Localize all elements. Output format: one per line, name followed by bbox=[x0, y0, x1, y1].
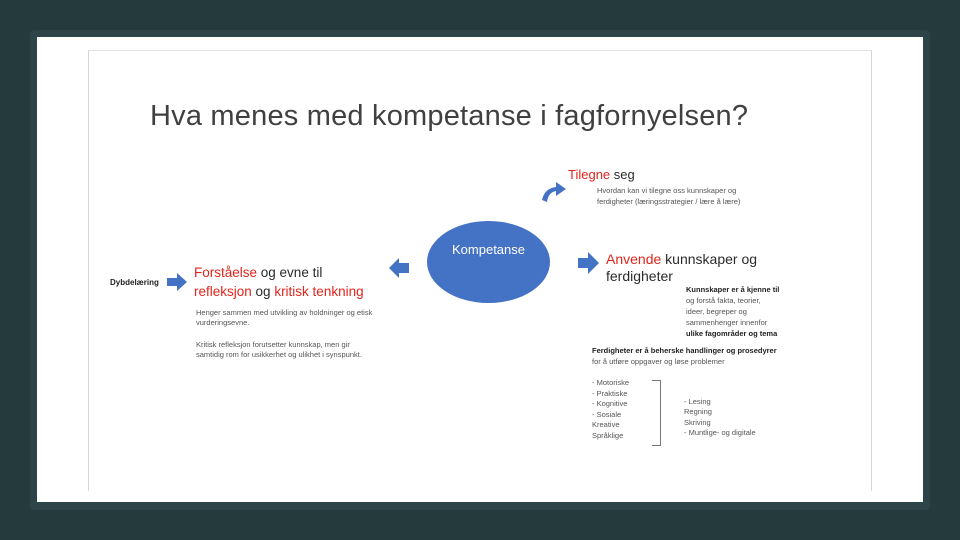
kunnskaper-2: og forstå fakta, teorier, bbox=[686, 296, 761, 305]
list-left-6: Språklige bbox=[592, 431, 624, 440]
tilegne-desc-2: ferdigheter (læringsstrategier / lære å lære) bbox=[597, 197, 741, 206]
arrow-right-icon bbox=[576, 251, 600, 275]
kompetanse-label: Kompetanse bbox=[452, 242, 525, 257]
tilegne-heading: Tilegne seg bbox=[568, 167, 635, 182]
kunnskaper-3: ideer, begreper og bbox=[686, 307, 747, 316]
list-right-2: Regning bbox=[684, 407, 712, 416]
slide-title: Hva menes med kompetanse i fagfornyelsen? bbox=[150, 100, 749, 132]
list-left-4: - Sosiale bbox=[592, 410, 622, 419]
anvende-heading: Anvende kunnskaper og bbox=[606, 251, 758, 267]
kunnskaper-4: sammenhenger innenfor bbox=[686, 318, 768, 327]
list-right-4: - Muntlige- og digitale bbox=[684, 428, 756, 437]
arrow-right-small-icon bbox=[166, 273, 188, 291]
forst-desc-1: Henger sammen med utvikling av holdninger og etisk bbox=[196, 308, 373, 317]
list-left-3: - Kognitive bbox=[592, 399, 628, 408]
forstaelse-heading-2: refleksjon og kritisk tenkning bbox=[194, 284, 364, 299]
dybdelaering-label: Dybdelæring bbox=[110, 278, 159, 287]
ferdigheter-2: for å utføre oppgaver og løse problemer bbox=[592, 357, 725, 366]
list-right-1: - Lesing bbox=[684, 397, 711, 406]
kunnskaper-5: ulike fagområder og tema bbox=[686, 329, 778, 338]
kompetanse-ellipse bbox=[427, 221, 550, 303]
ferdigheter-1: Ferdigheter er å beherske handlinger og prosedyrer bbox=[592, 346, 777, 355]
forst-desc-5: samtidig rom for usikkerhet og ulikhet i synspunkt. bbox=[196, 350, 362, 359]
list-left-1: - Motoriske bbox=[592, 378, 630, 387]
forstaelse-heading-1: Forståelse og evne til bbox=[194, 265, 323, 280]
arrow-up-right-icon bbox=[538, 178, 568, 208]
arrow-left-icon bbox=[388, 257, 410, 279]
forst-desc-2: vurderingsevne. bbox=[196, 318, 250, 327]
list-right-3: Skriving bbox=[684, 418, 711, 427]
tilegne-desc-1: Hvordan kan vi tilegne oss kunnskaper og bbox=[597, 186, 737, 195]
anvende-heading-2: ferdigheter bbox=[606, 268, 673, 284]
list-left-5: Kreative bbox=[592, 420, 620, 429]
forst-desc-4: Kritisk refleksjon forutsetter kunnskap, men gir bbox=[196, 340, 350, 349]
kunnskaper-1: Kunnskaper er å kjenne til bbox=[686, 285, 780, 294]
bracket bbox=[652, 380, 661, 446]
list-left-2: - Praktiske bbox=[592, 389, 628, 398]
